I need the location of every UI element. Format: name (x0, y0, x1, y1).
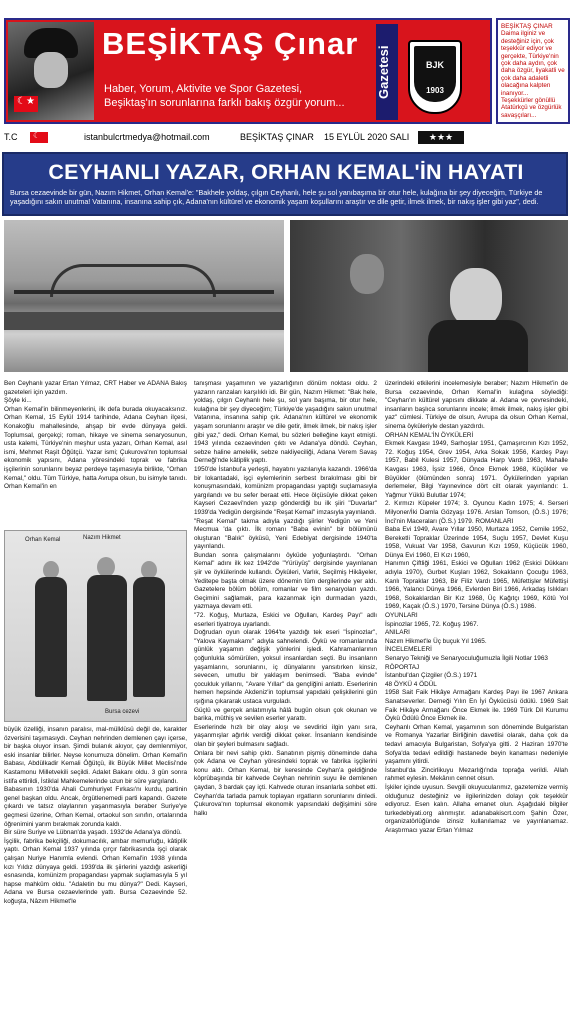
orhan-kemal-cafe-photo (290, 220, 568, 372)
info-line (4, 131, 570, 145)
photo-caption: Bursa cezevi (105, 709, 140, 715)
ceyhan-bridge-photo (4, 220, 284, 372)
logo-year: 1903 (426, 86, 444, 95)
email-link[interactable]: istanbulcrtmedya@hotmail.com (84, 132, 210, 142)
article-column-2: tanışması yaşamının ve yazarlığının dönüm noktası oldu. 2 yazarın ranzaları karşılıklı idi. Bir gün, Nazım Hikmet: "Bak hele, yoldaş, çılgın Ceyhanlı hele şu, sol yanı başıma, bir otur hele, kulağına bir şey diyeceğim; Türkiye'de yaşadığını sakın unutma! Vatanına, insanına sahip çık. Adana'nın kültürel ve ekonomik yaşam sorunlarını araştır ve dile getir, ilmek ilmek, bir nakış işler gibi yaz," dedi. Orhan Kemal, bu sözleri belleğine kayıt etmişti. 1943 yılında cezaevinden çıktı ve Adana'ya döndü. Ceyhan, sebze haline amelelik, sebze nakliyeciliği, Adana Verem Savaş Derneği'nde kâtiplik yaptı. 1950'de İstanbul'a yerleşti, hayatını yazılarıyla kazandı. 1966'da bir lokantadaki, işçi eylemlerinin serbest bırakılması gibi bir konuşmasındaki, komünizm propagandası yaptığı suçlamasıyla yargılandı ve bu sefer beraat etti. Hece ölçüsüyle dikkat çeken Kayseri Cezaevi'nden yazıp gönderdiği bu ilk şiiri "Duvarlar" 1939'da Yedigün dergisinde "Reşat Kemal" imzasıyla yayınlandı. "Reşat Kemal" takma adıyla yazdığı şiirler Yedigün ve Yeni Mecmua 'da çıktı. İlk romanı "Baba evinin" bir bölümünü oluşturan "Balık" öyküsü, Yeni Edebiyat dergisinde 1940'ta yayınlandı. Bundan sonra çalışmalarını öyküde yoğunlaştırdı. "Orhan Kemal" adını ilk kez 1942'de "Yürüyüş" dergisinde yayınlanan şiir ve öykülerinde kullandı. Öyküleri, Varlık, Seçilmiş Hikâyeler, Yeditepe başta olmak üzere dönemin tüm dergilerinde yer aldı. Gazetelere bölüm bölüm, romanlar ve film senaryoları yazdı. Geçimini sağlamak, para kazanmak için durmadan yazdı, yazmaya devam etti. "72. Koğuş, Murtaza, Eskici ve Oğulları, Kardeş Payı" adlı eserleri tiyatroya uyarlandı. Doğrudan oyun olarak 1964'te yazdığı tek eseri "İspinozlar", "Yalova Kaymakamı" adıyla sahnelendi. Öykü ve romanlarında günlük yaşamın değişik yönlerini işledi. Kahramanlarının çoğunlukla sömürülen, yoksul insanlardan seçti. Bu insanların yaşamlarını, sorunlarını, iç dünyalarını yansıtırken kinsiz, sevecen, umutlu bir yaklaşım benimsedi. "Baba evinde" çocukluk yıllarını, "Avare Yıllar" da gençliğini anlattı. Eserlerinin hemen hepsinde Akdeniz'in toplumsal yapıdaki çelişkilerini gün ışığına çıkararak ustaca vurguladı. Güçlü ve gerçek anlatımıyla hâlâ bugün olsun çok okunan ve barika, müthiş ve sevilen eserler yarattı. Eserlerinde hızlı bir olay akışı ve sevdirici ilgin yanı sıra, yaşanmışlar ağırlık verdiği dikkat çeker. İnsanların kendisinde olan bir şeyleri bulmasını sağladı. Onlara bir nevi sahip çıktı. Sanatının pişmiş döneminde daha çok Adana ve Ceyhan yöresindeki toprak ve fabrika işçilerini konu aldı. Orhan Kemal, bir keresinde Ceyhan'a geldiğinde köprübaşında bir kahvede Ceyhan nehrinin suyu ile demlenen çaydan, 3 bardak çay içti. Kahvede oturan insanlarla sohbet etti. Ceyhan'da tarlada pamuk toplayan ırgatların sorunlarını dinledi. Çukurova'nın toplumsal ekonomik yapısındaki değişimini söre halkı (194, 380, 377, 817)
issue-date: 15 EYLÜL 2020 SALI (324, 132, 410, 142)
prison-group-photo (4, 530, 187, 722)
headline-band (2, 152, 568, 216)
logo-text: BJK (425, 60, 444, 70)
article-column-1a: Ben Ceyhanlı yazar Ertan Yılmaz, CRT Haber ve ADANA Bakış gazeteleri için yazdım. Şöyle ki... Orhan Kemal'in bilinmeyenlerini, ilk defa burada okuyacaksınız. Orhan Kemal, 15 Eylül 1914 tarihinde, Adana Ceyhan ilçesi, Konakoğlu mahallesinde, ahşap bir evde dünyaya geldi. Toplumsal, gerçekçi; roman, hikaye ve sinema senaryosunun, usta kalemi, Türkiye'nin meşhur usta yazarı, Orhan Kemal, asıl ismi, Mehmet Raşit Öğütçü. Yazar ismi; Çukurova'nın toplumsal ekonomik yapısını, Adana yöresindeki toprak ve fabrika işçilerinin sorunlarını beyaz perdeye taşımasıyla birlikte, "Orhan Kemal," oldu. Tüm Türkiye, hatta Avrupa olsun, bu isimyle tanıdı. Orhan Kemal'in en (4, 380, 187, 491)
photo-label-orhan: Orhan Kemal (25, 537, 61, 543)
lead-paragraph: Bursa cezaevinde bir gün, Nazım Hikmet, Orhan Kemal'e: "Bakhele yoldaş, çılgın Ceyhanlı, hele şu sol yanıbaşıma bir otur hele, kulağına bir şey diyeceğim, Türkiye de yaşadığını sakın unutma! Vatanına, insanına sahip çık, Adana'nın kültürel ve ekonomik yaşam koşullarını araştır ve dile getir, ilmek ilmek, bir nakış işler gibi yaz", dedi. (10, 188, 543, 206)
editorial-quote-box: BEŞİKTAŞ ÇINAR Daima ilginiz ve desteğiniz için, çok teşekkür ediyor ve gerçekte, Türkiye'nin çok daha aydın, çok daha özgür, liyakatli ve çok daha adaletli olacağına kalpten inanıyor... Teşekkürler gönüllü Atatürkçü ve özgürlük savaşçıları... (496, 18, 570, 124)
gazetesi-label: Gazetesi (376, 24, 398, 120)
article-column-3: üzerindeki etkilerini incelemesiyle beraber; Nazım Hikmet'in de Bursa cezaevinde, Orhan Kemal'in kulağına söylediği: "Ceyhan'ın kültürel yapısını dikkate al. Adana ve çevresindeki, insanların başlıca sorunlarını incele; ilmek ilmek, nakış işler gibi yaz" cümlesi. Türkiye de olsun, Avrupa da olsun Orhan Kemal, sinema öyküleriyle destan yazdırdı. ORHAN KEMAL'İN ÖYKÜLERİ Ekmek Kavgası 1949, Sarhoşlar 1951, Çamaşırcının Kızı 1952, 72. Koğuş 1954, Grev 1954, Arka Sokak 1956, Kardeş Payı 1957, Babil Kulesi 1957, Dünyada Harp Vardı 1963, Mahalle Kavgası 1963, İşsiz 1966, Önce Ekmek 1968, Küçükler ve Büyükler (ölümünden sonra) 1971. Öykülerinden yapılan derlemeler, Bilgi Yayınevince dört cilt olarak yayınlandı: 1. Yağmur Yüklü Bulutlar 1974; 2. Kırmızı Küpeler 1974; 3. Oyuncu Kadın 1975; 4. Serseri Milyoner/İki Damla Gözyaşı 1976. Arslan Tomson, (Ö.S.) 1976; İncî'nin Maceraları (Ö.S.) 1979. ROMANLARI Baba Evi 1949, Avare Yıllar 1950, Murtaza 1952, Cemile 1952, Bereketli Topraklar Üzerinde 1954, Suçlu 1957, Devlet Kuşu 1958, Vukuat Var 1958, Gavurun Kızı 1959, Küçücük 1960, Dünya Evi 1960, El Kızı 1960, Hanımın Çiftliği 1961, Eskici ve Oğulları 1962 (Eskici Dükkanı adıyla 1970), Gurbet Kuşları 1962, Sokakların Çocuğu 1963, Kanlı Topraklar 1963, Bir Filiz Vardı 1965, Müfettişler Müfettişi 1966, Yalancı Dünya 1966, Evlerden Biri 1966, Arkadaş Islıkları 1968, Sokaklardan Bir Kız 1968, Üç Kağıtçı 1969, Kötü Yol 1969, Kaçak (Ö.S.) 1970, Tersine Dünya (Ö.S.) 1986. OYUNLARI İspinozlar 1965, 72. Koğuş 1967. ANILARI Nazım Hikmet'le Üç buçuk Yıl 1965. İNCELEMELERİ Senaryo Tekniği ve Senaryoculuğumuzla İlgili Notlar 1963 RÖPORTAJ İstanbul'dan Çizgiler (Ö.S.) 1971 48 ÖYKÜ 4 ÖDÜL 1958 Sait Faik Hikâye Armağanı Kardeş Payı ile 1967 Ankara Sanatseverler. Derneği Yılın En İyi Öykücüsü ödülü. 1969 Sait Faik Hikâye Armağanı Önce Ekmek ile. 1969 Türk Dil Kurumu Öykü Ödülü Önce Ekmek ile. Ceyhanlı Orhan Kemal, yaşamının son döneminde Bulgaristan ve Romanya Yazarlar Birliğinin davetlisi olarak, daha çok da tedavi amacıyla Bulgaristan, Sofya'ya gitti. 2 Haziran 1970'te Sofya'da tedavi edildiği hastanede beyin kanaması nedeniyle yaşamını yitirdi. İstanbul'da Zincirlikuyu Mezarlığı'nda toprağa verildi. Allah rahmet eylesin. Mekânın cennet olsun. İşkiler içinde uyusun. Sevgili okuyucularımız, gazetemize vermiş olduğunuz desteğiniz ve ilgilerinizden dolayı çok teşekkür ediyoruz. Esen kalın. Allaha emanet olun. Aşağıdaki bilgiler turkedebiyati.org alınmıştır. adanabakiscrt.com Şahin Özer, organizatörlüğünde izinsiz kullanılamaz ve yayınlanamaz. Araştırmacı yazar Ertan Yılmaz (385, 380, 568, 834)
headline: CEYHANLI YAZAR, ORHAN KEMAL'İN HAYATI (48, 160, 524, 184)
turkish-flag-icon (14, 96, 38, 112)
masthead (4, 18, 492, 124)
bjk-logo-icon (408, 40, 462, 114)
photo-label-nazim: Nazım Hikmet (83, 535, 121, 541)
newspaper-subtitle: Haber, Yorum, Aktivite ve Spor Gazetesi, Beşiktaş'ın sorunlarına farklı bakış özgür yorum... (104, 83, 345, 109)
article-column-1b: büyük özelliği, insanın paralısı, mal-mülklüsü değil de, karakter özverisini taşımasıydı. Ceyhan nehrinden demlenen çayı içerse, bir başka oluyor insan. Şimdi bulanık akıyor, çay demlenmiyor, eski insanlar bilirler. Neyse konumuza dönelim. Orhan Kemal'in Babası, Abdülkadir Kemali Öğütçü, ilk Büyük Millet Meclisi'nde Kastamonu Milletvekili seçildi. Adalet Bakanı oldu. 3 gün sonra istifa ettirildi, İstiklal Mahkemelerinde uzun bir süre yargılandı. Babasının 1930'da Ahali Cumhuriyet Fırkası'nı kurdu, partinin genel başkan oldu. Ancak, örgütlenemedi parti kapandı. Gazete çıkardı ve tatsız olaylarının yaşanmasıyla beraber Suriye'ye geçmesi üzerine, Orhan Kemal, ortaokul son sınıfın, ortalarında öğrenimini yarım bırakmak zorunda kaldı. Bir süre Suriye ve Lübnan'da yaşadı. 1932'de Adana'ya döndü. İşçilik, fabrika bekçiliği, dokumacılık, ambar memurluğu, kâtiplik yaptı. Orhan Kemal 1937 yılında çırçır fabrikasında işçi olarak çalışan Nuriye Hanımla evlendi. Orhan Kemal'in 1938 yılında kızı Yıldız dünyaya geldi. 1939'da ilk şiirlerini yazdığı askerliği esnasında, komünizm propagandası yapmak suçlamasıyla 5 yıl hapse mahkûm oldu. "Adaletin bu mu dünya?" Dedi. Kayseri, Adana ve Bursa cezaevlerinde yattı. Bursa Cezaevinde 52. koğuşta, Nâzım Hikmet'le (4, 726, 187, 905)
newspaper-title: BEŞİKTAŞ Çınar (102, 26, 359, 61)
ataturk-portrait (8, 22, 94, 120)
paper-name: BEŞİKTAŞ ÇINAR (240, 132, 314, 142)
turkish-flag-icon (30, 132, 48, 143)
stars-badge: ★★★ (418, 131, 464, 144)
tc-label: T.C (4, 132, 18, 142)
